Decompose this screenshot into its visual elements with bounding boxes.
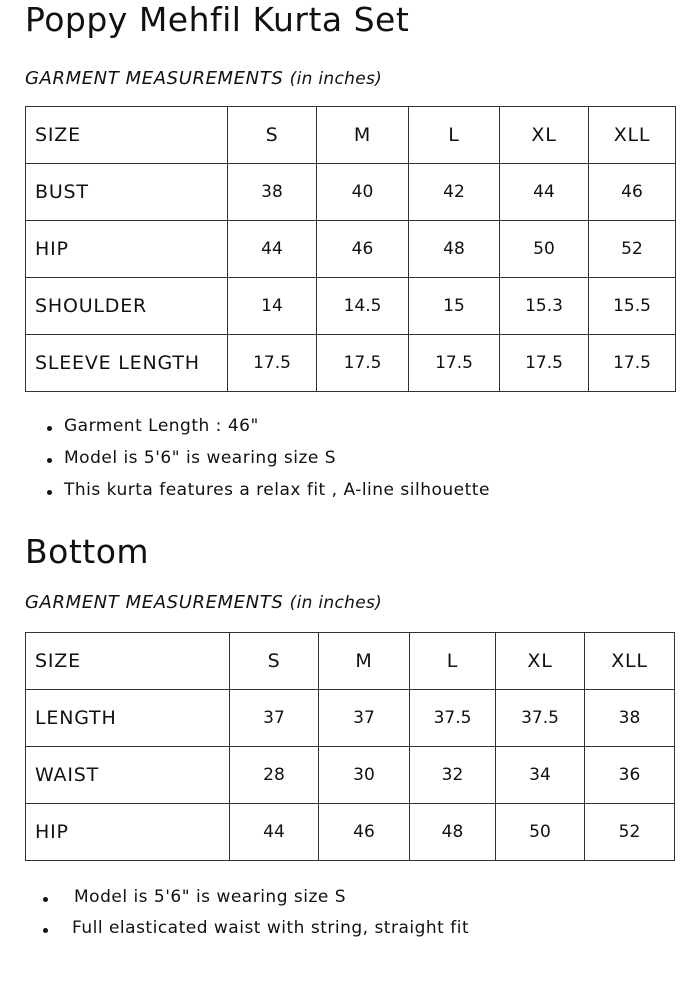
top-measurements-heading (25, 68, 382, 89)
table-cell: 15.5 (589, 278, 676, 335)
table-row (26, 164, 676, 221)
table-cell: 52 (589, 221, 676, 278)
bottom-section-title: Bottom (25, 532, 150, 571)
table-cell: 17.5 (228, 335, 317, 392)
table-row (26, 221, 676, 278)
table-header-row (26, 633, 675, 690)
table-cell: 44 (230, 804, 319, 861)
table-header-cell: XL (496, 633, 585, 690)
row-label: LENGTH (26, 690, 230, 747)
top-measurements-heading-unit: (in inches) (289, 69, 383, 89)
table-cell: 17.5 (589, 335, 676, 392)
list-item (64, 416, 490, 448)
table-cell: 28 (230, 747, 319, 804)
table-cell: 37.5 (410, 690, 496, 747)
bottom-measurements-heading-main: GARMENT MEASUREMENTS (25, 592, 284, 613)
table-cell: 50 (496, 804, 585, 861)
list-item (74, 887, 471, 918)
table-cell: 38 (228, 164, 317, 221)
table-cell: 42 (409, 164, 500, 221)
table-header-cell: XL (500, 107, 589, 164)
table-cell: 14 (228, 278, 317, 335)
table-cell: 17.5 (500, 335, 589, 392)
table-cell: 14.5 (317, 278, 409, 335)
table-header-cell: L (410, 633, 496, 690)
note-text: This kurta features a relax fit , A-line silhouette (64, 480, 490, 500)
row-label: BUST (26, 164, 228, 221)
table-header-cell: S (230, 633, 319, 690)
row-label: SHOULDER (26, 278, 228, 335)
bottom-notes-list (74, 887, 471, 949)
note-text: Full elasticated waist with string, straight fit (72, 918, 470, 938)
bottom-measurements-heading-unit: (in inches) (289, 593, 383, 613)
table-header-cell: S (228, 107, 317, 164)
top-notes-list (64, 416, 490, 512)
table-header-cell: SIZE (26, 633, 230, 690)
table-cell: 48 (410, 804, 496, 861)
table-header-cell: XLL (589, 107, 676, 164)
table-cell: 15.3 (500, 278, 589, 335)
bottom-measurements-heading (25, 592, 382, 613)
table-cell: 17.5 (409, 335, 500, 392)
table-cell: 50 (500, 221, 589, 278)
table-header-cell: L (409, 107, 500, 164)
table-row (26, 690, 675, 747)
bullet-icon (43, 897, 48, 902)
table-cell: 52 (585, 804, 675, 861)
table-cell: 37 (230, 690, 319, 747)
table-cell: 40 (317, 164, 409, 221)
table-cell: 34 (496, 747, 585, 804)
table-cell: 37.5 (496, 690, 585, 747)
row-label: WAIST (26, 747, 230, 804)
note-text: Model is 5'6" is wearing size S (74, 887, 347, 907)
table-row (26, 747, 675, 804)
table-cell: 46 (319, 804, 410, 861)
bullet-icon (47, 426, 52, 431)
table-cell: 36 (585, 747, 675, 804)
table-cell: 46 (589, 164, 676, 221)
table-header-cell: M (319, 633, 410, 690)
list-item (64, 448, 490, 480)
table-cell: 46 (317, 221, 409, 278)
note-text: Garment Length : 46" (64, 416, 259, 436)
table-header-cell: XLL (585, 633, 675, 690)
table-cell: 30 (319, 747, 410, 804)
table-row (26, 804, 675, 861)
page-title: Poppy Mehfil Kurta Set (25, 0, 410, 39)
table-cell: 38 (585, 690, 675, 747)
bullet-icon (43, 928, 48, 933)
table-cell: 48 (409, 221, 500, 278)
bullet-icon (47, 458, 52, 463)
table-header-cell: SIZE (26, 107, 228, 164)
table-cell: 44 (500, 164, 589, 221)
table-row (26, 335, 676, 392)
table-header-cell: M (317, 107, 409, 164)
row-label: HIP (26, 804, 230, 861)
table-cell: 44 (228, 221, 317, 278)
table-row (26, 278, 676, 335)
list-item (72, 918, 469, 949)
table-cell: 37 (319, 690, 410, 747)
top-size-chart (25, 106, 676, 392)
table-cell: 32 (410, 747, 496, 804)
list-item (64, 480, 490, 512)
row-label: SLEEVE LENGTH (26, 335, 228, 392)
table-header-row (26, 107, 676, 164)
row-label: HIP (26, 221, 228, 278)
table-cell: 15 (409, 278, 500, 335)
table-cell: 17.5 (317, 335, 409, 392)
bullet-icon (47, 490, 52, 495)
bottom-size-chart (25, 632, 675, 861)
top-measurements-heading-main: GARMENT MEASUREMENTS (25, 68, 284, 89)
note-text: Model is 5'6" is wearing size S (64, 448, 337, 468)
